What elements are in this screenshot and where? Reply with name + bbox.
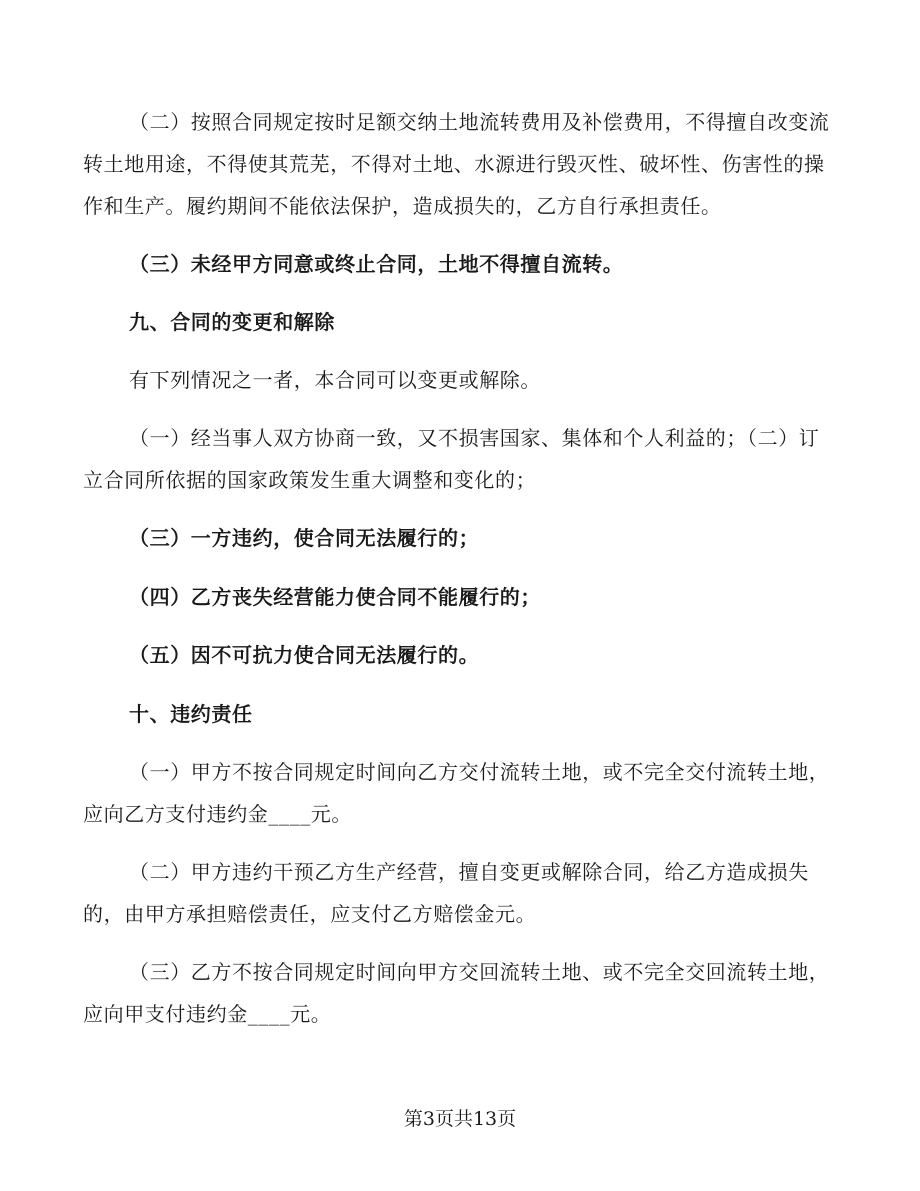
section-heading-10: 十、违约责任 (129, 702, 253, 726)
paragraph-obligation-3: （三）未经甲方同意或终止合同，土地不得擅自流转。 (129, 252, 624, 276)
page-number: 第3页共13页 (403, 1108, 517, 1130)
paragraph-liability-2: （二）甲方违约干预乙方生产经营，擅自变更或解除合同，给乙方造成损失的，由甲方承担赔偿责任，应支付乙方赔偿金元。 (83, 860, 809, 926)
paragraph-clause-1-2: （一）经当事人双方协商一致，又不损害国家、集体和个人利益的；（二）订立合同所依据的国家政策发生重大调整和变化的； (83, 426, 820, 492)
paragraph-liability-1: （一）甲方不按合同规定时间向乙方交付流转土地，或不完全交付流转土地，应向乙方支付违约金____元。 (83, 760, 830, 826)
paragraph-clause-4: （四）乙方丧失经营能力使合同不能履行的； (129, 585, 541, 609)
paragraph-clause-5: （五）因不可抗力使合同无法履行的。 (129, 643, 480, 667)
paragraph-liability-3: （三）乙方不按合同规定时间向甲方交回流转土地、或不完全交回流转土地，应向甲支付违约金____元。 (83, 960, 830, 1026)
paragraph-clause-3: （三）一方违约，使合同无法履行的； (129, 526, 480, 550)
paragraph-obligation-2: （二）按照合同规定按时足额交纳土地流转费用及补偿费用，不得擅自改变流转土地用途，不得使其荒芜，不得对土地、水源进行毁灭性、破坏性、伤害性的操作和生产。履约期间不能依法保护，造成损失的，乙方自行承担责任。 (83, 110, 830, 218)
section-heading-9: 九、合同的变更和解除 (129, 310, 335, 334)
paragraph-intro: 有下列情况之一者，本合同可以变更或解除。 (129, 368, 541, 392)
